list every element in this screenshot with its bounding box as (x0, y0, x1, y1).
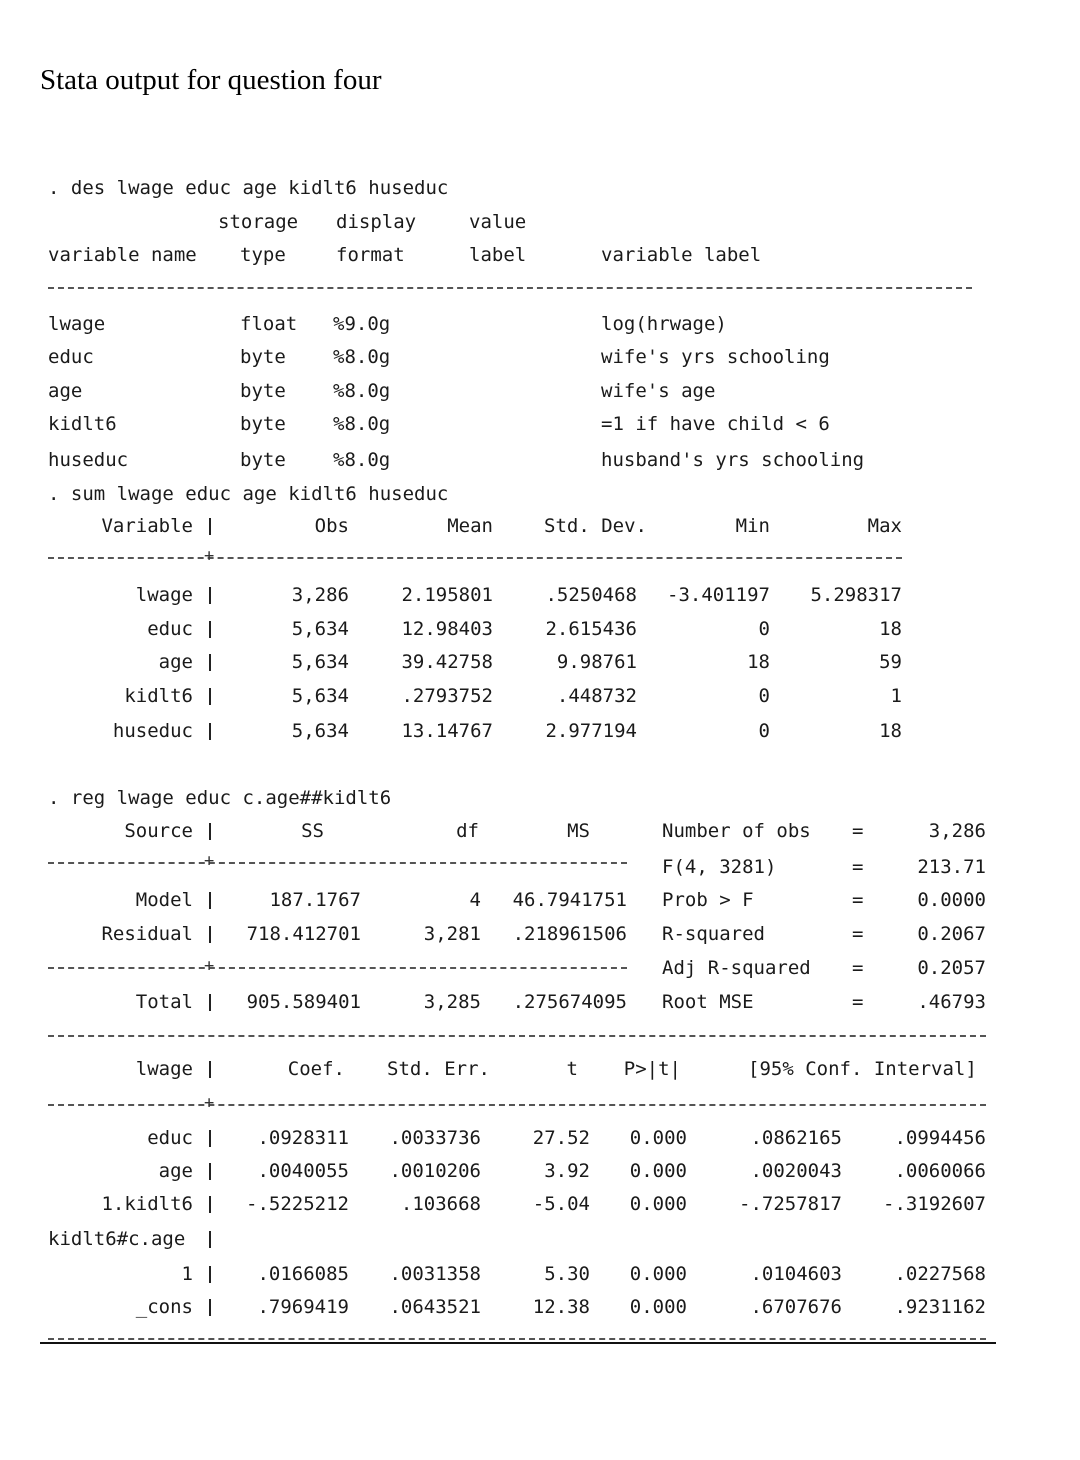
coefficient-cell: .7969419 (257, 1296, 349, 1318)
summarize-cell: 13.14767 (401, 720, 493, 742)
describe-divider (48, 287, 972, 289)
model-stat-value: 0.0000 (917, 889, 986, 911)
summarize-cell: .448732 (556, 685, 637, 707)
summarize-divider (48, 557, 902, 559)
describe-variable-name: lwage (48, 313, 106, 335)
describe-header: label (469, 244, 527, 266)
coefficient-cell: .103668 (400, 1193, 481, 1215)
summarize-header: Mean (447, 515, 493, 537)
describe-header: storage (218, 211, 299, 233)
column-separator (209, 688, 211, 705)
column-separator (209, 1196, 211, 1213)
model-stat-label: R-squared (662, 923, 765, 945)
coefficient-cell: .0031358 (389, 1263, 481, 1285)
coefficient-cell: 5.30 (544, 1263, 590, 1285)
anova-divider (48, 967, 627, 969)
describe-storage-type: byte (240, 449, 286, 471)
coefficient-variable: 1.kidlt6 (101, 1193, 193, 1215)
summarize-cell: 39.42758 (401, 651, 493, 673)
coefficient-header: t (566, 1058, 578, 1080)
model-stat-equals: = (852, 991, 864, 1013)
describe-variable-name: huseduc (48, 449, 129, 471)
coefficient-variable: age (158, 1160, 193, 1182)
coefficient-header: Coef. (287, 1058, 345, 1080)
coefficient-cell: 3.92 (544, 1160, 590, 1182)
summarize-cell: 5,634 (291, 685, 349, 707)
anova-header: Source (124, 820, 193, 842)
anova-cell: .275674095 (512, 991, 627, 1013)
coefficient-cell: .0104603 (750, 1263, 842, 1285)
summarize-cell: 2.977194 (545, 720, 637, 742)
divider-junction: + (204, 546, 215, 566)
coefficient-cell: .0862165 (750, 1127, 842, 1149)
coefficient-cell: .0040055 (257, 1160, 349, 1182)
coefficient-cell: .0033736 (389, 1127, 481, 1149)
column-separator (209, 587, 211, 604)
summarize-header: Min (735, 515, 770, 537)
summarize-header: Variable (101, 515, 193, 537)
describe-header: value (469, 211, 527, 233)
coefficient-cell: .0166085 (257, 1263, 349, 1285)
coefficient-cell: 0.000 (629, 1193, 687, 1215)
describe-variable-name: kidlt6 (48, 413, 117, 435)
coefficient-cell: .0994456 (894, 1127, 986, 1149)
divider-junction: + (204, 1093, 215, 1113)
summarize-cell: 9.98761 (556, 651, 637, 673)
divider-junction: + (204, 851, 215, 871)
coefficient-cell: .0060066 (894, 1160, 986, 1182)
describe-variable-name: educ (48, 346, 94, 368)
summarize-cell: 5,634 (291, 618, 349, 640)
column-separator (209, 654, 211, 671)
summarize-cell: 2.615436 (545, 618, 637, 640)
summarize-cell: 0 (758, 685, 770, 707)
coefficient-header: [95% Conf. Interval] (748, 1058, 977, 1080)
column-separator (209, 892, 211, 909)
describe-header: format (336, 244, 405, 266)
summarize-cell: 5.298317 (810, 584, 902, 606)
summarize-cell: 0 (758, 720, 770, 742)
anova-cell: 718.412701 (246, 923, 361, 945)
describe-variable-label: husband's yrs schooling (601, 449, 865, 471)
coefficient-cell: -.3192607 (883, 1193, 986, 1215)
anova-source: Residual (101, 923, 193, 945)
page-heading: Stata output for question four (40, 64, 382, 96)
anova-header: MS (567, 820, 590, 842)
column-separator (209, 518, 211, 535)
coefficient-divider (48, 1338, 986, 1340)
model-stat-label: Root MSE (662, 991, 754, 1013)
anova-cell: 905.589401 (246, 991, 361, 1013)
model-stat-label: Prob > F (662, 889, 754, 911)
describe-header: type (240, 244, 286, 266)
coefficient-divider (48, 1035, 986, 1037)
coefficient-cell: .9231162 (894, 1296, 986, 1318)
describe-variable-name: age (48, 380, 83, 402)
column-separator (209, 723, 211, 740)
describe-display-format: %8.0g (333, 449, 391, 471)
anova-cell: 3,285 (423, 991, 481, 1013)
column-separator (209, 823, 211, 840)
coefficient-cell: 0.000 (629, 1296, 687, 1318)
coefficient-cell: -.7257817 (739, 1193, 842, 1215)
table-bottom-rule (40, 1342, 996, 1344)
coefficient-variable: kidlt6#c.age (48, 1228, 186, 1250)
model-stat-value: .46793 (917, 991, 986, 1013)
summarize-header: Obs (314, 515, 349, 537)
describe-header: display (336, 211, 417, 233)
summarize-variable: educ (147, 618, 193, 640)
describe-storage-type: byte (240, 346, 286, 368)
summarize-cell: -3.401197 (667, 584, 770, 606)
summarize-cell: 18 (879, 720, 902, 742)
coefficient-header: Std. Err. (387, 1058, 490, 1080)
coefficient-header: P>|t| (623, 1058, 681, 1080)
summarize-cell: 0 (758, 618, 770, 640)
summarize-cell: 2.195801 (401, 584, 493, 606)
column-separator (209, 621, 211, 638)
describe-header: variable name (48, 244, 197, 266)
anova-cell: 46.7941751 (512, 889, 627, 911)
describe-display-format: %8.0g (333, 346, 391, 368)
summarize-cell: 59 (879, 651, 902, 673)
coefficient-header: lwage (135, 1058, 193, 1080)
coefficient-cell: .6707676 (750, 1296, 842, 1318)
anova-cell: 4 (469, 889, 481, 911)
summarize-variable: age (158, 651, 193, 673)
anova-header: df (456, 820, 479, 842)
describe-variable-label: =1 if have child < 6 (601, 413, 830, 435)
anova-source: Total (135, 991, 193, 1013)
divider-junction: + (204, 956, 215, 976)
describe-display-format: %8.0g (333, 380, 391, 402)
coefficient-variable: 1 (181, 1263, 193, 1285)
column-separator (209, 1061, 211, 1078)
column-separator (209, 1130, 211, 1147)
coefficient-cell: .0643521 (389, 1296, 481, 1318)
anova-cell: 187.1767 (269, 889, 361, 911)
anova-source: Model (135, 889, 193, 911)
anova-header: SS (301, 820, 324, 842)
anova-cell: 3,281 (423, 923, 481, 945)
summarize-cell: 12.98403 (401, 618, 493, 640)
coefficient-cell: 0.000 (629, 1127, 687, 1149)
coefficient-cell: 27.52 (532, 1127, 590, 1149)
column-separator (209, 994, 211, 1011)
describe-storage-type: float (240, 313, 298, 335)
model-stat-value: 213.71 (917, 856, 986, 878)
coefficient-cell: 12.38 (532, 1296, 590, 1318)
summarize-header: Std. Dev. (544, 515, 647, 537)
describe-display-format: %9.0g (333, 313, 391, 335)
describe-command: . des lwage educ age kidlt6 huseduc (48, 177, 449, 199)
describe-storage-type: byte (240, 413, 286, 435)
summarize-variable: lwage (135, 584, 193, 606)
anova-cell: .218961506 (512, 923, 627, 945)
describe-variable-label: wife's yrs schooling (601, 346, 830, 368)
describe-header: variable label (601, 244, 762, 266)
model-stat-equals: = (852, 889, 864, 911)
summarize-cell: 5,634 (291, 651, 349, 673)
coefficient-cell: .0928311 (257, 1127, 349, 1149)
summarize-command: . sum lwage educ age kidlt6 huseduc (48, 483, 449, 505)
describe-display-format: %8.0g (333, 413, 391, 435)
coefficient-cell: -.5225212 (246, 1193, 349, 1215)
model-stat-equals: = (852, 856, 864, 878)
summarize-header: Max (867, 515, 902, 537)
summarize-cell: .5250468 (545, 584, 637, 606)
coefficient-cell: -5.04 (532, 1193, 590, 1215)
describe-variable-label: log(hrwage) (601, 313, 727, 335)
summarize-cell: 18 (747, 651, 770, 673)
coefficient-variable: _cons (135, 1296, 193, 1318)
coefficient-divider (48, 1104, 986, 1106)
coefficient-cell: 0.000 (629, 1160, 687, 1182)
coefficient-variable: educ (147, 1127, 193, 1149)
summarize-variable: huseduc (112, 720, 193, 742)
column-separator (209, 1266, 211, 1283)
coefficient-cell: .0010206 (389, 1160, 481, 1182)
column-separator (209, 1163, 211, 1180)
model-stat-label: Adj R-squared (662, 957, 811, 979)
coefficient-cell: .0227568 (894, 1263, 986, 1285)
describe-variable-label: wife's age (601, 380, 716, 402)
model-stat-label: Number of obs (662, 820, 811, 842)
summarize-cell: 3,286 (291, 584, 349, 606)
column-separator (209, 1299, 211, 1316)
summarize-cell: 5,634 (291, 720, 349, 742)
model-stat-equals: = (852, 957, 864, 979)
regression-command: . reg lwage educ c.age##kidlt6 (48, 787, 392, 809)
model-stat-equals: = (852, 820, 864, 842)
summarize-cell: 1 (890, 685, 902, 707)
model-stat-value: 0.2067 (917, 923, 986, 945)
column-separator (209, 926, 211, 943)
coefficient-cell: 0.000 (629, 1263, 687, 1285)
model-stat-equals: = (852, 923, 864, 945)
coefficient-cell: .0020043 (750, 1160, 842, 1182)
model-stat-value: 0.2057 (917, 957, 986, 979)
summarize-variable: kidlt6 (124, 685, 193, 707)
model-stat-label: F(4, 3281) (662, 856, 777, 878)
column-separator (209, 1231, 211, 1248)
describe-storage-type: byte (240, 380, 286, 402)
summarize-cell: 18 (879, 618, 902, 640)
summarize-cell: .2793752 (401, 685, 493, 707)
anova-divider (48, 862, 627, 864)
model-stat-value: 3,286 (928, 820, 986, 842)
